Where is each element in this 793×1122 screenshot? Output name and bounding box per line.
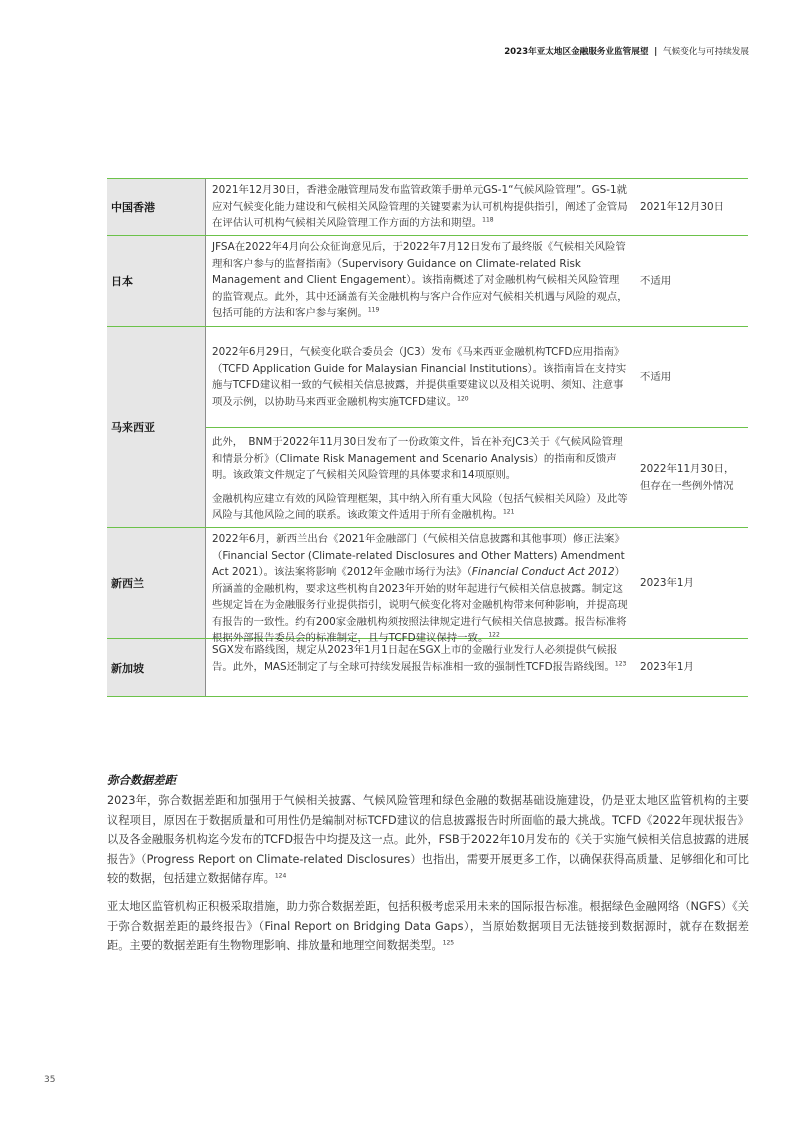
header-title: 2023年亚太地区金融服务业监管展望	[504, 47, 649, 57]
row-description: SGX发布路线图，规定从2023年1月1日起在SGX上市的金融行业发行人必须提供气候报告。此外，MAS还制定了与全球可持续发展报告标准相一致的强制性TCFD报告路线图。$^{123}$	[212, 644, 627, 673]
table-row-sg	[107, 639, 748, 697]
italic-title: Financial Conduct Act 2012	[471, 566, 615, 578]
table-row-my	[107, 327, 748, 528]
footnote-ref[interactable]: 120	[457, 395, 469, 403]
page-header	[504, 45, 749, 57]
row-description: 2021年12月30日，香港金融管理局发布监管政策手册单元GS-1“气候风险管理”。GS-1就应对气候变化能力建设和气候相关风险管理的关键要素为认可机构提供指引，阐述了金管局在评估认可机构气候相关风险管理工作方面的方法和期望。$^{118}$	[212, 184, 628, 229]
row-description: 2022年6月29日，气候变化联合委员会（JC3）发布《马来西亚金融机构TCFD应用指南》（TCFD Application Guide for Malaysian Financial Institutions）。该指南旨在支持实施与TCFD建议相一致的气候相关信息披露，并提供重要建议以及相关说明、须知、注意事项及示例，以协助马来西亚金融机构实施TCFD建议。$^{120}$	[212, 346, 627, 408]
row-label: 中国香港	[107, 179, 206, 235]
table-subrow	[206, 428, 748, 527]
header-separator: |	[654, 47, 658, 57]
row-label: 新西兰	[107, 528, 206, 638]
footnote-ref[interactable]: 122	[488, 631, 500, 639]
body-paragraph: 亚太地区监管机构正积极采取措施，助力弥合数据差距，包括积极考虑采用未来的国际报告标准。根据绿色金融网络（NGFS）《关于弥合数据差距的最终报告》（Final Report on Bridging Data Gaps），当原始数据项目无法链接到数据源时，就存在数据差距。主要的数据差距有生物物理影响、排放量和地理空间数据类型。$^{125}$	[107, 900, 749, 952]
page-number: 35	[44, 1075, 56, 1085]
footnote-ref[interactable]: 118	[482, 216, 494, 224]
paragraph: 金融机构应建立有效的风险管理框架，其中纳入所有重大风险（包括气候相关风险）及此等风险与其他风险之间的联系。该政策文件适用于所有金融机构。$^{121}$	[212, 492, 628, 521]
body-paragraph: 2023年，弥合数据差距和加强用于气候相关披露、气候风险管理和绿色金融的数据基础设施建设，仍是亚太地区监管机构的主要议程项目，原因在于数据质量和可用性仍是编制对标TCFD建议的信息披露报告时所面临的最大挑战。TCFD《2022年现状报告》以及各金融服务机构迄今发布的TCFD报告中均提及这一点。此外，FSB于2022年10月发布的《关于实施气候相关信息披露的进展报告》（Progress Report on Climate-related Disclosures）也指出，需要开展更多工作，以确保获得高质量、足够细化和可比较的数据，包括建立数据储存库。$^{124}$	[107, 794, 749, 885]
table-row-jp	[107, 236, 748, 327]
footnote-ref[interactable]: 124	[274, 872, 287, 880]
row-date: 2022年11月30日，但存在一些例外情况	[640, 463, 735, 492]
row-description: JFSA在2022年4月向公众征询意见后，于2022年7月12日发布了最终版《气候相关风险管理和客户参与的监督指南》（Supervisory Guidance on Climate-related Risk Management and Client Engagement）。该指南概述了对金融机构气候相关风险管理的监管观点。此外，其中还涵盖有关金融机构与客户合作应对气候相关机遇与风险的观点，包括可能的方法和客户参与案例。$^{119}$	[212, 241, 628, 319]
row-date: 2023年1月	[640, 576, 694, 589]
row-label: 新加坡	[107, 639, 206, 696]
header-subtitle: 气候变化与可持续发展	[663, 47, 749, 57]
table-subrow	[206, 327, 748, 428]
footnote-ref[interactable]: 125	[442, 939, 455, 947]
footnote-ref[interactable]: 119	[367, 306, 380, 314]
row-date: 2023年1月	[640, 661, 694, 674]
table-row-hk	[107, 178, 748, 236]
table-row-nz	[107, 528, 748, 644]
row-date: 不适用	[640, 274, 672, 287]
regulation-table	[107, 178, 748, 697]
row-label: 马来西亚	[107, 327, 206, 527]
row-description: 2022年6月，新西兰出台《2021年金融部门（气候相关信息披露和其他事项）修正法案》（Financial Sector (Climate-related Disclosures and Other Matters) Amendment Act 2021）。该法案将影响《2012年金融市场行为法》（Financial Conduct Act 2012）所涵盖的金融机构，要求这些机构自2023年开始的财年起进行气候相关信息披露。制定这些规定旨在为金融服务行业提供指引，说明气候变化将对金融机构带来何种影响，并提高现有报告的一致性。约有200家金融机构须按照法律规定进行气候相关信息披露。报告标准将根据外部报告委员会的标准制定，且与TCFD建议保持一致。$^{122}$	[212, 533, 628, 644]
row-date: 2021年12月30日	[640, 200, 725, 213]
row-description	[206, 428, 634, 527]
paragraph: 此外， BNM于2022年11月30日发布了一份政策文件，旨在补充JC3关于《气候风险管理和情景分析》（Climate Risk Management and Scenario Analysis）的指南和反馈声明。该政策文件规定了气候相关风险管理的具体要求和14项原则。	[212, 436, 623, 481]
footnote-ref[interactable]: 123	[614, 660, 627, 668]
row-label: 日本	[107, 236, 206, 326]
row-date: 不适用	[640, 370, 672, 383]
footnote-ref[interactable]: 121	[502, 508, 515, 516]
section-title: 弥合数据差距	[107, 773, 176, 787]
